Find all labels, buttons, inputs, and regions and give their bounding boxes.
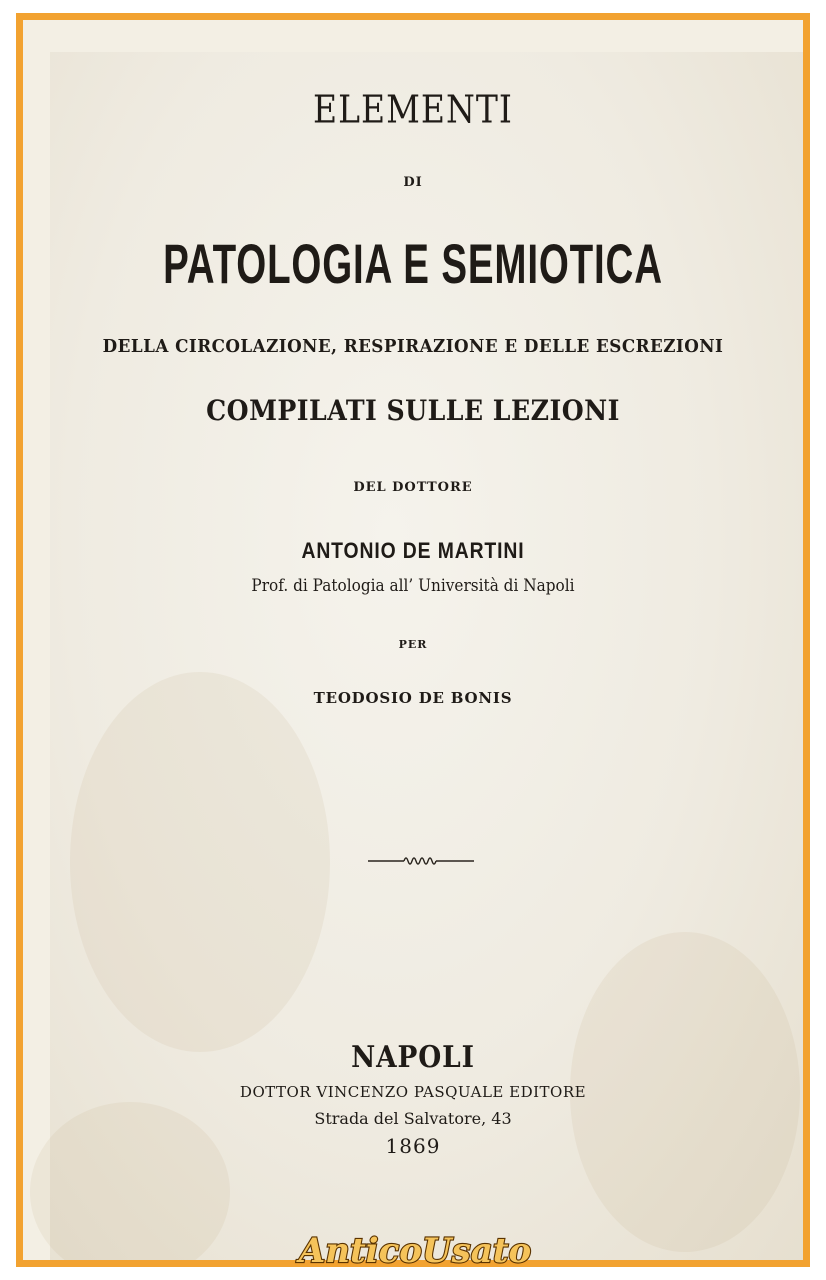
imprint-publisher: DOTTOR VINCENZO PASQUALE EDITORE — [239, 1083, 587, 1101]
author-name: ANTONIO DE MARTINI — [301, 538, 525, 563]
word-di: DI — [403, 175, 423, 190]
editor-name: TEODOSIO DE BONIS — [313, 689, 513, 707]
watermark-text: AnticoUsato — [298, 1231, 532, 1271]
subtitle: DELLA CIRCOLAZIONE, RESPIRAZIONE E DELLE ESCREZIONI — [102, 336, 724, 357]
imprint-year: 1869 — [385, 1134, 441, 1158]
anticousato-watermark-logo — [270, 1225, 560, 1275]
main-title: PATOLOGIA E SEMIOTICA — [163, 232, 663, 295]
word-per: PER — [398, 638, 428, 651]
heading-elementi: ELEMENTI — [313, 87, 513, 132]
imprint-address: Strada del Salvatore, 43 — [314, 1109, 512, 1128]
author-title: Prof. di Patologia all’ Università di Napoli — [251, 576, 575, 596]
ornamental-divider-icon — [366, 852, 476, 870]
del-dottore-line: DEL DOTTORE — [353, 480, 473, 495]
paper-stain — [70, 672, 330, 1052]
compilati-line: COMPILATI SULLE LEZIONI — [206, 394, 620, 427]
imprint-city: NAPOLI — [351, 1040, 475, 1075]
